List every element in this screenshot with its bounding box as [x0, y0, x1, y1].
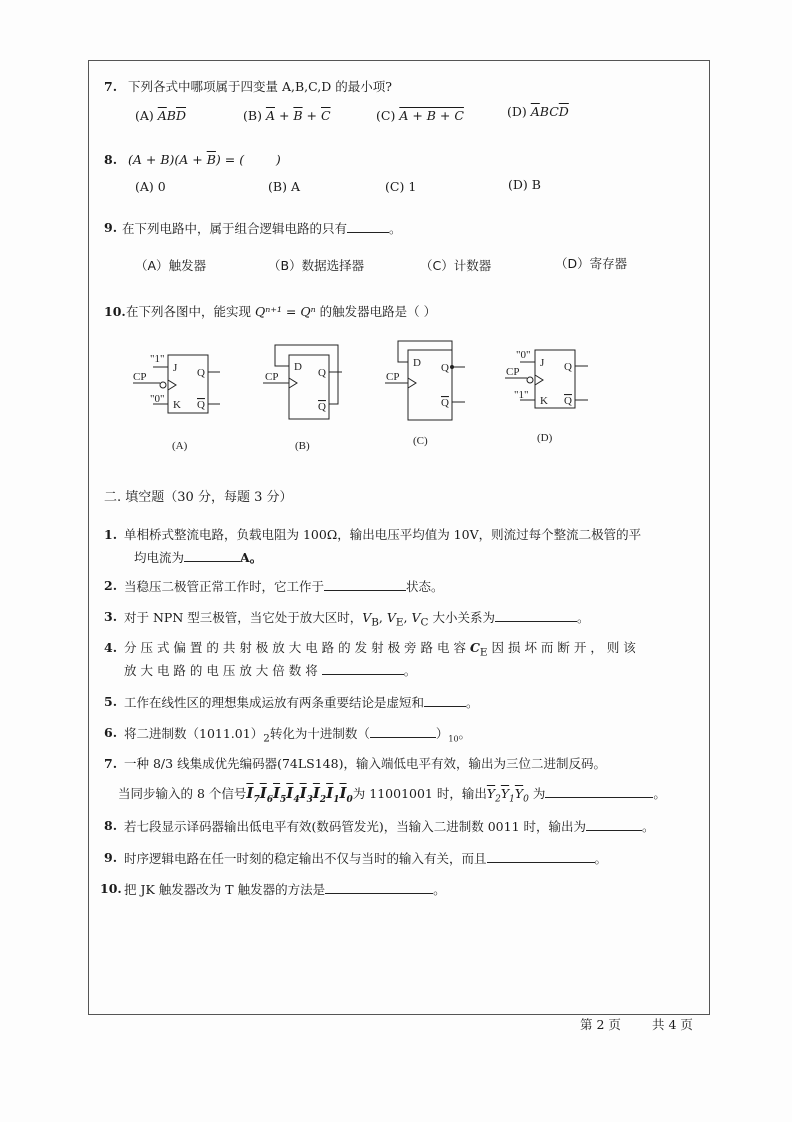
fill-2-number: 2.	[104, 578, 118, 593]
svg-text:"1": "1"	[150, 353, 165, 365]
fill-7-number: 7.	[104, 756, 118, 771]
input-signal: $\overline{I}_5$	[273, 784, 287, 805]
section-heading: 二. 填空题（30 分，每题 3 分）	[104, 490, 293, 505]
svg-text:"0": "0"	[516, 349, 531, 361]
svg-text:CP: CP	[506, 366, 520, 378]
diagram-b-d-flip-flop	[263, 345, 342, 452]
q8-expression: $(A + B)(A + \overline{B})$ = ( )	[128, 152, 281, 167]
input-signal: $\overline{I}_0$	[339, 784, 353, 805]
fill-3-text: 对于 NPN 型三极管，当它处于放大区时，$V_B$, $V_E$, $V_C$ 大小关系为 。	[124, 610, 590, 629]
q8-option-a: (A) 0	[135, 179, 166, 194]
input-signal: $\overline{I}_6$	[259, 784, 273, 805]
svg-text:Q: Q	[441, 362, 449, 374]
footer-page-number: 第 2 页	[580, 1017, 621, 1032]
q10-number: 10.	[104, 304, 126, 319]
input-signal: $\overline{I}_2$	[312, 784, 327, 805]
fill-4-text: 分 压 式 偏 置 的 共 射 极 放 大 电 路 的 发 射 极 旁 路 电 容 $C_E$ 因 损 坏 而 断 开 ， 则 该	[124, 640, 636, 659]
q8-number: 8.	[104, 152, 118, 167]
q8-option-b: (B) A	[268, 179, 300, 194]
fill-4-number: 4.	[104, 640, 118, 655]
diagram-b-caption: (B)	[295, 440, 310, 452]
q7-option-a: (A) $\overline{A}B\overline{D}$	[135, 108, 187, 123]
svg-text:Q: Q	[564, 395, 572, 407]
svg-text:Q: Q	[564, 361, 572, 373]
q7-number: 7.	[104, 79, 118, 94]
fill-1-text-cont: 均电流为 A。	[134, 550, 263, 565]
output-signal: $\overline{Y}_1$	[500, 786, 515, 805]
q9-option-d: （D）寄存器	[555, 256, 628, 271]
input-signal: $\overline{I}_3$	[299, 784, 313, 805]
q9-option-c: （C）计数器	[420, 258, 492, 273]
output-signal: $\overline{Y}_2$	[486, 786, 501, 805]
diagram-d-jk-flip-flop	[505, 349, 588, 444]
fill-9-number: 9.	[104, 850, 118, 865]
q9-option-b: （B）数据选择器	[268, 258, 365, 273]
svg-text:"0": "0"	[150, 393, 165, 405]
fill-5-number: 5.	[104, 694, 118, 709]
q8-option-d: (D) B	[508, 177, 541, 192]
svg-text:K: K	[540, 395, 548, 407]
svg-text:J: J	[540, 357, 545, 369]
fill-4-text-cont: 放 大 电 路 的 电 压 放 大 倍 数 将 。	[124, 663, 417, 678]
input-signal: $\overline{I}_1$	[326, 784, 340, 805]
q9-text: 在下列电路中，属于组合逻辑电路的只有 。	[122, 221, 402, 236]
fill-7-text-cont: 当同步输入的 8 个信号$\overline{I}_7\overline{I}_6\overline{I}_5\overline{I}_4\overline{I}_3\overline{I}_2\overline{I}_1\overline{I}_0$为 11001001 时，输出$\overline{Y}_2\overline{Y}_1\overline{Y}_0$ 为 。	[118, 784, 666, 805]
svg-text:Q: Q	[197, 399, 205, 411]
fill-6-text: 将二进制数$(1011.01)_2$转化为十进制数（ ）$_{10}$。	[124, 726, 472, 745]
svg-text:J: J	[173, 362, 178, 374]
svg-text:CP: CP	[133, 371, 147, 383]
svg-text:Q: Q	[318, 401, 326, 413]
fill-3-number: 3.	[104, 609, 118, 624]
q9-number: 9.	[104, 220, 118, 235]
svg-text:D: D	[413, 357, 421, 369]
diagram-a-caption: (A)	[172, 440, 188, 452]
q7-text: 下列各式中哪项属于四变量 A,B,C,D 的最小项?	[128, 79, 392, 94]
svg-text:Q: Q	[441, 397, 449, 409]
svg-text:"1": "1"	[514, 389, 529, 401]
q7-option-b: (B) $\overline{A} + \overline{B} + \overline{C}$	[243, 108, 331, 123]
diagram-c-caption: (C)	[413, 435, 428, 447]
fill-6-number: 6.	[104, 725, 118, 740]
diagram-d-caption: (D)	[537, 432, 553, 444]
fill-10-number: 10.	[100, 881, 122, 896]
diagram-c-d-flip-flop	[385, 341, 465, 447]
fill-5-text: 工作在线性区的理想集成运放有两条重要结论是虚短和 。	[124, 695, 479, 710]
q8-option-c: (C) 1	[385, 179, 417, 194]
q7-option-d: (D) $\overline{A}BC\overline{D}$	[507, 104, 569, 119]
output-signal: $\overline{Y}_0$	[514, 786, 529, 805]
footer-total-pages: 共 4 页	[652, 1017, 693, 1032]
fill-1-text: 单相桥式整流电路，负载电阻为 100Ω，输出电压平均值为 10V，则流过每个整流二极管的平	[124, 527, 642, 542]
fill-10-text: 把 JK 触发器改为 T 触发器的方法是 。	[124, 882, 446, 897]
q9-option-a: （A）触发器	[135, 258, 207, 273]
fill-8-text: 若七段显示译码器输出低电平有效(数码管发光)，当输入二进制数 0011 时，输出为 。	[124, 819, 655, 834]
fill-7-text: 一种 8/3 线集成优先编码器(74LS148)，输入端低电平有效，输出为三位二进制反码。	[124, 756, 606, 771]
fill-8-number: 8.	[104, 818, 118, 833]
diagram-a-jk-flip-flop	[133, 353, 220, 452]
q7-option-c: (C) A + B + C	[376, 108, 464, 123]
input-signal: $\overline{I}_7$	[246, 784, 260, 805]
fill-9-text: 时序逻辑电路在任一时刻的稳定输出不仅与当时的输入有关，而且 。	[124, 851, 608, 866]
svg-text:CP: CP	[386, 371, 400, 383]
svg-text:K: K	[173, 399, 181, 411]
flip-flop-diagrams	[0, 0, 792, 470]
fill-1-number: 1.	[104, 527, 118, 542]
fill-2-text: 当稳压二极管正常工作时，它工作于 状态。	[124, 579, 444, 594]
q10-text: 在下列各图中，能实现 Qⁿ⁺¹ = Qⁿ 的触发器电路是（ ）	[126, 304, 437, 319]
svg-text:D: D	[294, 361, 302, 373]
svg-text:Q: Q	[318, 367, 326, 379]
input-signal: $\overline{I}_4$	[286, 784, 300, 805]
svg-text:CP: CP	[265, 371, 279, 383]
svg-text:Q: Q	[197, 367, 205, 379]
